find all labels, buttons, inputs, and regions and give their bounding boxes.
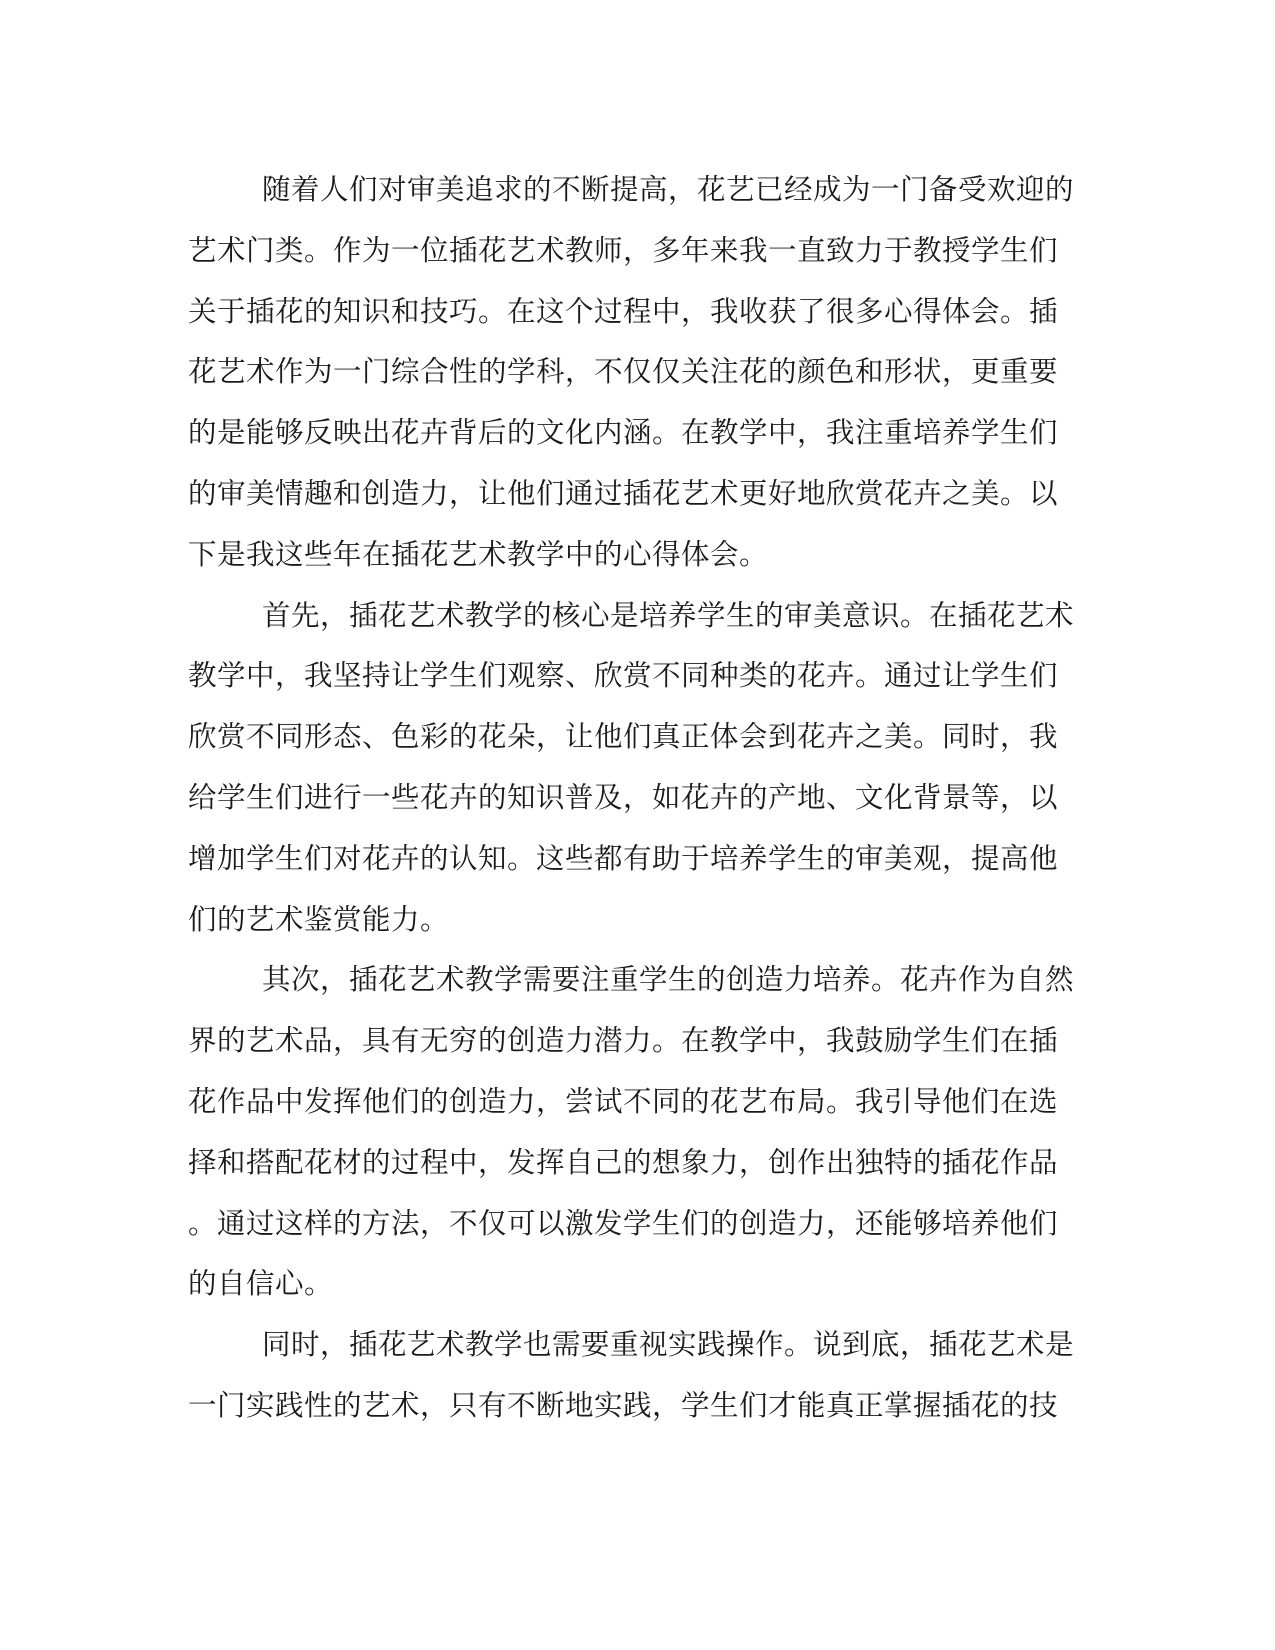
paragraph-3-line-5: 。通过这样的方法，不仅可以激发学生们的创造力，还能够培养他们 xyxy=(188,1206,1059,1240)
paragraph-3-line-3: 花作品中发挥他们的创造力，尝试不同的花艺布局。我引导他们在选 xyxy=(188,1084,1059,1118)
paragraph-1-line-6: 的审美情趣和创造力，让他们通过插花艺术更好地欣赏花卉之美。以 xyxy=(188,476,1059,510)
paragraph-2-line-4: 给学生们进行一些花卉的知识普及，如花卉的产地、文化背景等，以 xyxy=(188,780,1059,814)
paragraph-2-line-2: 教学中，我坚持让学生们观察、欣赏不同种类的花卉。通过让学生们 xyxy=(188,659,1059,693)
paragraph-3-line-2: 界的艺术品，具有无穷的创造力潜力。在教学中，我鼓励学生们在插 xyxy=(188,1024,1059,1058)
paragraph-4-line-2: 一门实践性的艺术，只有不断地实践，学生们才能真正掌握插花的技 xyxy=(188,1388,1059,1422)
paragraph-2-line-1: 首先，插花艺术教学的核心是培养学生的审美意识。在插花艺术 xyxy=(262,598,1075,632)
paragraph-2-line-6: 们的艺术鉴赏能力。 xyxy=(188,902,450,936)
paragraph-1-line-5: 的是能够反映出花卉背后的文化内涵。在教学中，我注重培养学生们 xyxy=(188,416,1059,450)
paragraph-3-line-6: 的自信心。 xyxy=(188,1267,334,1301)
paragraph-1-line-3: 关于插花的知识和技巧。在这个过程中，我收获了很多心得体会。插 xyxy=(188,294,1059,328)
paragraph-1-line-7: 下是我这些年在插花艺术教学中的心得体会。 xyxy=(188,537,769,571)
paragraph-1-line-2: 艺术门类。作为一位插花艺术教师，多年来我一直致力于教授学生们 xyxy=(188,233,1059,267)
paragraph-1-line-4: 花艺术作为一门综合性的学科，不仅仅关注花的颜色和形状，更重要 xyxy=(188,355,1059,389)
paragraph-1-line-1: 随着人们对审美追求的不断提高，花艺已经成为一门备受欢迎的 xyxy=(262,173,1075,206)
paragraph-3-line-1: 其次，插花艺术教学需要注重学生的创造力培养。花卉作为自然 xyxy=(262,963,1075,997)
paragraph-4-line-1: 同时，插花艺术教学也需要重视实践操作。说到底，插花艺术是 xyxy=(262,1328,1075,1362)
paragraph-2-line-5: 增加学生们对花卉的认知。这些都有助于培养学生的审美观，提高他 xyxy=(188,841,1059,875)
paragraph-3-line-4: 择和搭配花材的过程中，发挥自己的想象力，创作出独特的插花作品 xyxy=(188,1145,1059,1179)
document-body xyxy=(188,160,1075,1437)
paragraph-2-line-3: 欣赏不同形态、色彩的花朵，让他们真正体会到花卉之美。同时，我 xyxy=(188,720,1059,754)
